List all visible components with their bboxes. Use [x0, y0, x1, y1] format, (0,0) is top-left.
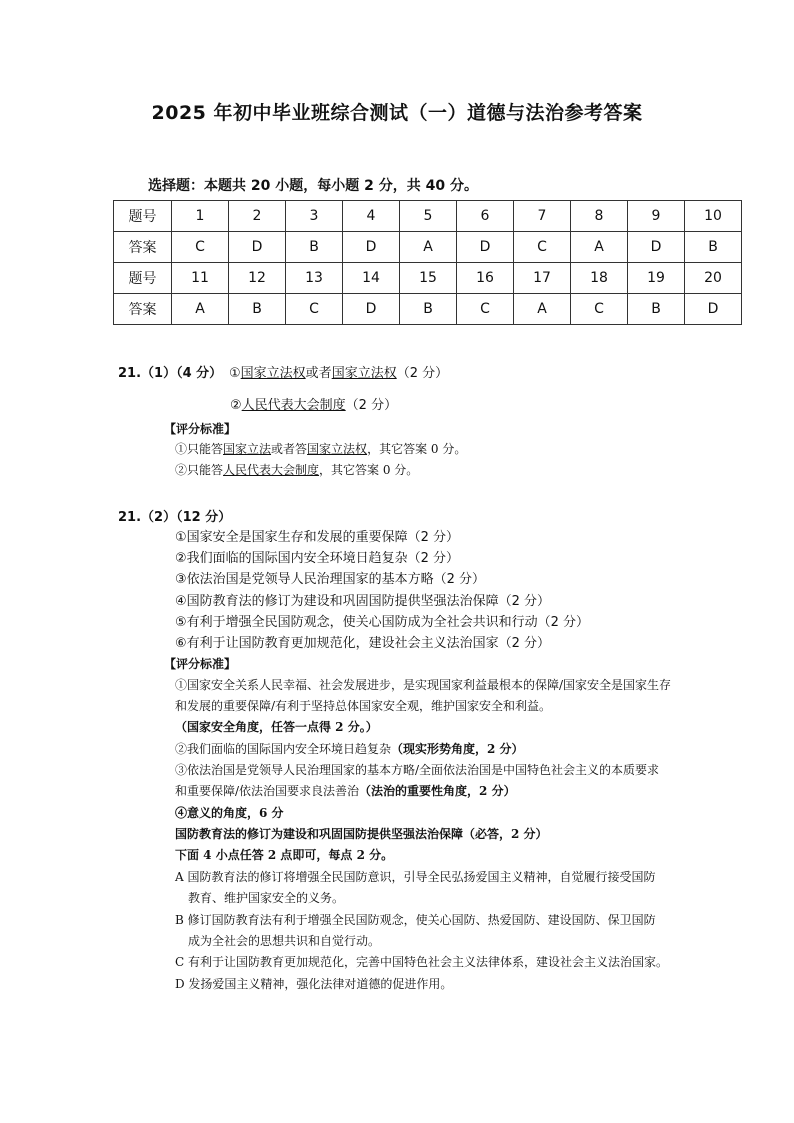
answer-table — [113, 200, 742, 325]
q21-2-point: ③依法治国是党领导人民治理国家的基本方略（2 分） — [175, 572, 486, 587]
question-number-cell: 9 — [628, 201, 685, 232]
q21-1-header: 21.（1）（4 分） — [118, 366, 223, 381]
answer-cell: B — [229, 294, 286, 325]
q21-1-criteria-title: 【评分标准】 — [164, 422, 237, 436]
question-number-cell: 4 — [343, 201, 400, 232]
answer-cell: D — [343, 232, 400, 263]
q21-2-point: ②我们面临的国际国内安全环境日趋复杂（2 分） — [175, 551, 460, 566]
criteria-b-line-1: B 修订国防教育法有利于增强全民国防观念，使关心国防、热爱国防、建设国防、保卫国防 — [175, 913, 656, 927]
criteria-a-line-1: A 国防教育法的修订将增强全民国防意识，引导全民弘扬爱国主义精神，自觉履行接受国防 — [175, 870, 656, 884]
answer-cell: C — [571, 294, 628, 325]
answer-cell: B — [400, 294, 457, 325]
answer-row — [114, 294, 742, 325]
answer-cell: B — [628, 294, 685, 325]
q21-2-criteria-title: 【评分标准】 — [164, 657, 237, 671]
criteria-2: ②我们面临的国际国内安全环境日趋复杂（现实形势角度，2 分） — [175, 742, 524, 756]
answer-cell: A — [172, 294, 229, 325]
answer-cell: D — [628, 232, 685, 263]
q21-1-criteria-2: ②只能答人民代表大会制度，其它答案 0 分。 — [175, 463, 419, 477]
answer-cell: C — [514, 232, 571, 263]
question-number-cell: 5 — [400, 201, 457, 232]
answer-cell: C — [286, 294, 343, 325]
answer-cell: B — [286, 232, 343, 263]
question-number-cell: 14 — [343, 263, 400, 294]
answer-cell: A — [514, 294, 571, 325]
answer-cell: D — [457, 232, 514, 263]
row-label: 题号 — [114, 201, 172, 232]
criteria-4-must: 国防教育法的修订为建设和巩固国防提供坚强法治保障（必答，2 分） — [175, 827, 548, 841]
criteria-4-rule: 下面 4 小点任答 2 点即可，每点 2 分。 — [175, 848, 394, 862]
question-number-cell: 16 — [457, 263, 514, 294]
criteria-3-line-2: 和重要保障/依法治国要求良法善治（法治的重要性角度，2 分） — [175, 784, 516, 798]
question-number-cell: 12 — [229, 263, 286, 294]
q21-2-header: 21.（2）（12 分） — [118, 510, 232, 525]
question-number-cell: 2 — [229, 201, 286, 232]
criteria-c: C 有利于让国防教育更加规范化，完善中国特色社会主义法律体系，建设社会主义法治国家。 — [175, 955, 668, 969]
answer-row — [114, 232, 742, 263]
question-number-cell: 19 — [628, 263, 685, 294]
criteria-b-line-2: 成为全社会的思想共识和自觉行动。 — [188, 934, 381, 948]
answer-cell: D — [343, 294, 400, 325]
criteria-1-note: （国家安全角度，任答一点得 2 分。） — [175, 720, 378, 734]
question-number-cell: 15 — [400, 263, 457, 294]
q21-2-point: ⑥有利于让国防教育更加规范化，建设社会主义法治国家（2 分） — [175, 636, 551, 651]
question-number-cell: 1 — [172, 201, 229, 232]
question-number-cell: 7 — [514, 201, 571, 232]
question-number-cell: 18 — [571, 263, 628, 294]
q21-1-criteria-1: ①只能答国家立法或者答国家立法权，其它答案 0 分。 — [175, 442, 467, 456]
question-number-cell: 6 — [457, 201, 514, 232]
question-number-cell: 20 — [685, 263, 742, 294]
row-label: 题号 — [114, 263, 172, 294]
criteria-a-line-2: 教育、维护国家安全的义务。 — [188, 891, 345, 905]
answer-cell: C — [172, 232, 229, 263]
question-number-cell: 13 — [286, 263, 343, 294]
answer-cell: A — [400, 232, 457, 263]
criteria-3-line-1: ③依法治国是党领导人民治理国家的基本方略/全面依法治国是中国特色社会主义的本质要求 — [175, 763, 660, 777]
q21-2-point: ④国防教育法的修订为建设和巩固国防提供坚强法治保障（2 分） — [175, 594, 551, 609]
criteria-1-line-2: 和发展的重要保障/有利于坚持总体国家安全观，维护国家安全和利益。 — [175, 699, 552, 713]
question-number-cell: 10 — [685, 201, 742, 232]
criteria-d: D 发扬爱国主义精神，强化法律对道德的促进作用。 — [175, 977, 453, 991]
question-number-row — [114, 263, 742, 294]
q21-2-point: ①国家安全是国家生存和发展的重要保障（2 分） — [175, 530, 460, 545]
answer-cell: A — [571, 232, 628, 263]
question-number-cell: 3 — [286, 201, 343, 232]
question-number-cell: 8 — [571, 201, 628, 232]
row-label: 答案 — [114, 232, 172, 263]
page-title: 2025 年初中毕业班综合测试（一）道德与法治参考答案 — [151, 102, 643, 124]
q21-2-point: ⑤有利于增强全民国防观念，使关心国防成为全社会共识和行动（2 分） — [175, 615, 590, 630]
criteria-1-line-1: ①国家安全关系人民幸福、社会发展进步，是实现国家利益最根本的保障/国家安全是国家生存 — [175, 678, 672, 692]
answer-cell: B — [685, 232, 742, 263]
choice-section-intro: 选择题：本题共 20 小题，每小题 2 分，共 40 分。 — [148, 178, 478, 194]
question-number-cell: 11 — [172, 263, 229, 294]
answer-cell: D — [685, 294, 742, 325]
question-number-cell: 17 — [514, 263, 571, 294]
row-label: 答案 — [114, 294, 172, 325]
answer-cell: C — [457, 294, 514, 325]
answer-cell: D — [229, 232, 286, 263]
criteria-4-head: ④意义的角度，6 分 — [175, 806, 284, 820]
q21-1-answer-1: ①国家立法权或者国家立法权（2 分） — [229, 366, 449, 381]
question-number-row — [114, 201, 742, 232]
q21-1-answer-2: ②人民代表大会制度（2 分） — [230, 398, 398, 413]
